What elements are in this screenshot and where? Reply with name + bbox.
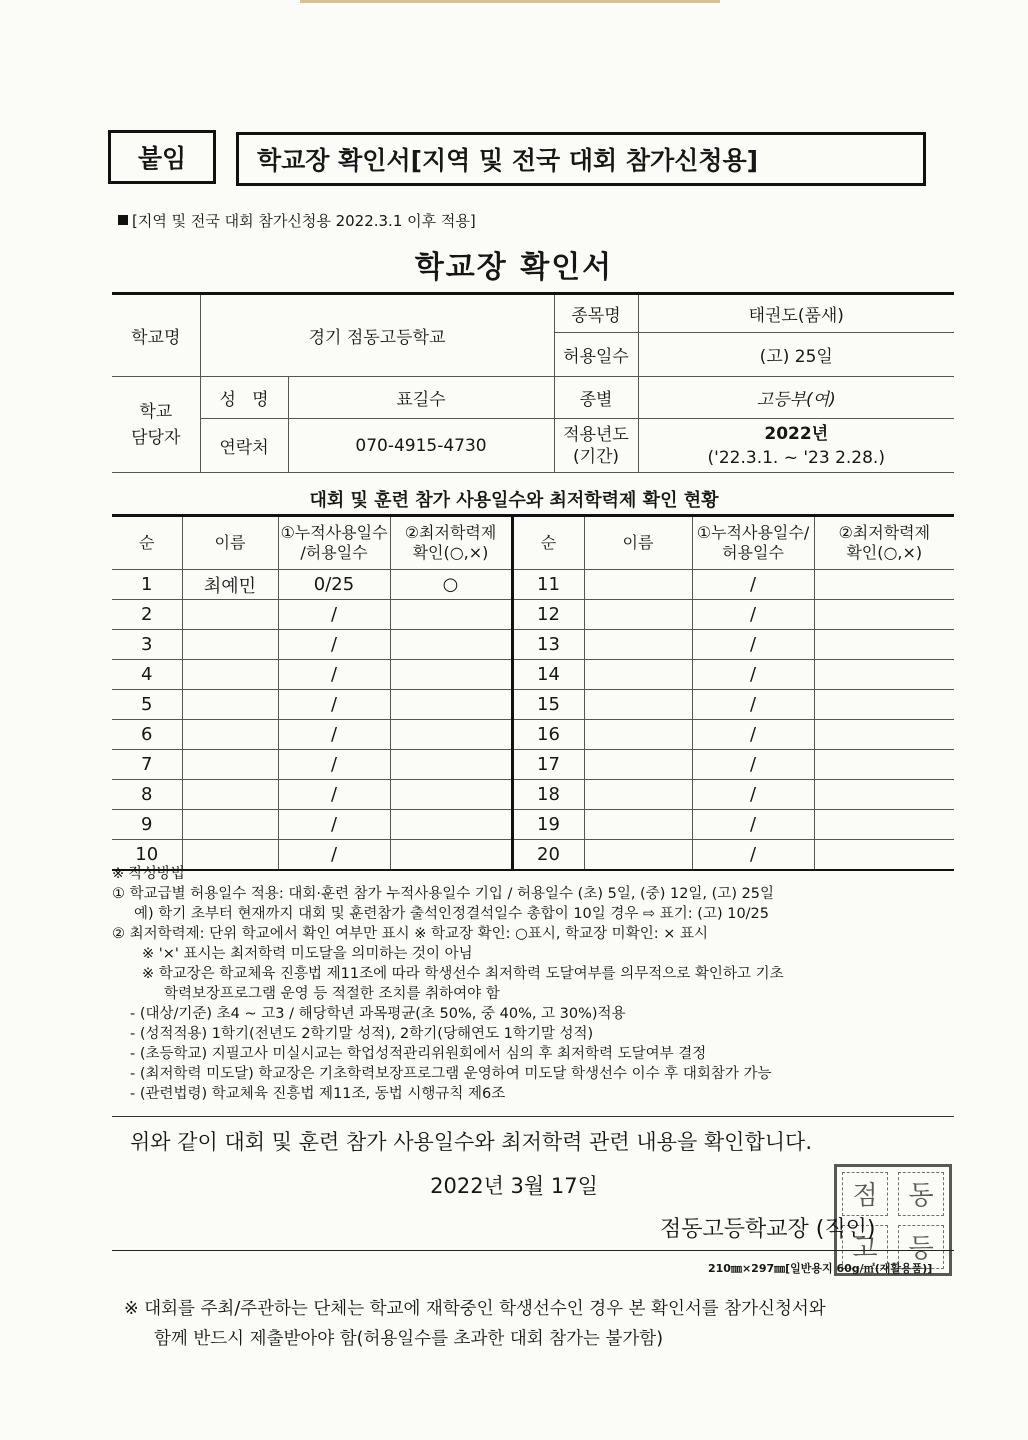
row-days: / <box>278 750 390 780</box>
form-box-title: 학교장 확인서[지역 및 전국 대회 참가신청용] <box>236 132 926 186</box>
phone-label: 연락처 <box>200 419 288 473</box>
row-name <box>584 600 692 630</box>
row-days: / <box>692 570 814 600</box>
row-no: 18 <box>512 780 584 810</box>
table-row <box>112 660 954 690</box>
header-check-right-l1: ②최저학력제 <box>838 523 931 542</box>
table-row <box>112 630 954 660</box>
row-no: 3 <box>112 630 182 660</box>
note-4a: ※ 학교장은 학교체육 진흥법 제11조에 따라 학생선수 최저학력 도달여부를 의무적으로 확인하고 기초 <box>142 966 784 982</box>
header-check-left-l2: 확인(○,×) <box>412 543 489 562</box>
row-no: 8 <box>112 780 182 810</box>
row-no: 16 <box>512 720 584 750</box>
row-name <box>182 810 278 840</box>
row-check <box>814 600 954 630</box>
event-value: 태권도(품새) <box>638 294 954 333</box>
row-no: 19 <box>512 810 584 840</box>
seal-char: 고 <box>842 1225 888 1269</box>
row-no: 2 <box>112 600 182 630</box>
row-name <box>584 810 692 840</box>
row-name: 최예민 <box>182 570 278 600</box>
row-name <box>182 690 278 720</box>
row-check <box>390 600 512 630</box>
header-no-left: 순 <box>112 516 182 570</box>
footer-line-1: ※ 대회를 주최/주관하는 단체는 학교에 재학중인 학생선수인 경우 본 확인서를 참가신청서와 <box>124 1299 826 1319</box>
row-name <box>584 660 692 690</box>
note-dash-1: - (대상/기준) 초4 ~ 고3 / 해당학년 과목평균(초 50%, 중 40%, 고 30%)적용 <box>130 1006 626 1022</box>
signer-name: 점동고등학교장 <box>660 1217 809 1242</box>
event-label: 종목명 <box>554 294 638 333</box>
table-row <box>112 690 954 720</box>
form-subtitle <box>118 210 476 231</box>
note-dash-2: - (성적적용) 1학기(전년도 2학기말 성적), 2학기(당해연도 1학기말 성적) <box>130 1026 594 1042</box>
manager-label-line2: 담당자 <box>131 427 181 448</box>
row-no: 11 <box>512 570 584 600</box>
manager-row-1 <box>112 377 954 419</box>
row-no: 1 <box>112 570 182 600</box>
manager-label-line1: 학교 <box>139 401 173 422</box>
row-days: / <box>692 690 814 720</box>
header-no-right: 순 <box>512 516 584 570</box>
school-name-value: 경기 점동고등학교 <box>200 294 554 377</box>
row-name <box>182 720 278 750</box>
footer-note <box>124 1294 826 1354</box>
row-name <box>182 780 278 810</box>
instructions <box>112 864 942 1104</box>
row-days: / <box>692 810 814 840</box>
row-name <box>584 570 692 600</box>
header-check-right-l2: 확인(○,×) <box>846 543 923 562</box>
row-check: ○ <box>390 570 512 600</box>
period-year: 2022년 <box>764 423 829 444</box>
header-days-right-l2: 허용일수 <box>722 543 784 562</box>
row-days: / <box>692 630 814 660</box>
row-name <box>182 750 278 780</box>
confirmation-date: 2022년 3월 17일 <box>430 1174 598 1198</box>
row-no: 20 <box>512 840 584 871</box>
period-label-line1: 적용년도 <box>563 424 629 445</box>
note-dash-5: - (관련법령) 학교체육 진흥법 제11조, 동법 시행규칙 제6조 <box>130 1086 506 1102</box>
row-check <box>390 660 512 690</box>
row-check <box>390 780 512 810</box>
category-label: 종별 <box>554 377 638 419</box>
usage-section-title: 대회 및 훈련 참가 사용일수와 최저학력제 확인 현황 <box>309 490 719 511</box>
row-name <box>584 720 692 750</box>
row-no: 6 <box>112 720 182 750</box>
table-row <box>112 600 954 630</box>
subtitle-text: [지역 및 전국 대회 참가신청용 2022.3.1 이후 적용] <box>132 212 476 230</box>
note-1a: ① 학교급별 허용일수 적용: 대회·훈련 참가 누적사용일수 기입 / 허용일수 (초) 5일, (중) 12일, (고) 25일 <box>112 886 775 902</box>
row-check <box>390 750 512 780</box>
row-name <box>182 600 278 630</box>
row-check <box>814 690 954 720</box>
row-name <box>584 630 692 660</box>
note-3: ※ '×' 표시는 최저학력 미도달을 의미하는 것이 아님 <box>142 946 473 962</box>
row-check <box>814 630 954 660</box>
row-no: 14 <box>512 660 584 690</box>
seal-char: 동 <box>898 1172 944 1216</box>
allowed-days-value: (고) 25일 <box>638 333 954 377</box>
header-days-left-l1: ①누적사용일수 <box>280 523 388 542</box>
row-days: / <box>278 780 390 810</box>
row-check <box>390 630 512 660</box>
row-no: 12 <box>512 600 584 630</box>
row-no: 13 <box>512 630 584 660</box>
table-row <box>112 810 954 840</box>
row-check <box>390 720 512 750</box>
header-check-left-l1: ②최저학력제 <box>404 523 497 542</box>
attachment-label: 붙임 <box>108 130 216 184</box>
note-4b: 학력보장프로그램 운영 등 적절한 조치를 취하여야 함 <box>164 986 500 1002</box>
row-days: / <box>692 660 814 690</box>
row-no: 10 <box>112 840 182 871</box>
paper-size-note: 210㎜×297㎜[일반용지 60g/㎡(재활용품)] <box>708 1262 933 1275</box>
row-no: 4 <box>112 660 182 690</box>
row-name <box>182 630 278 660</box>
row-days: / <box>278 660 390 690</box>
row-days: / <box>278 810 390 840</box>
row-no: 9 <box>112 810 182 840</box>
contact-name-label: 성 명 <box>200 377 288 419</box>
row-name <box>584 690 692 720</box>
table-row <box>112 750 954 780</box>
note-dash-3: - (초등학교) 지필고사 미실시교는 학업성적관리위원회에서 심의 후 최저학력 도달여부 결정 <box>130 1046 707 1062</box>
header-days-right <box>692 516 814 570</box>
seal-char: 등 <box>898 1225 944 1269</box>
row-days: / <box>278 720 390 750</box>
row-check <box>814 660 954 690</box>
confirmation-statement: 위와 같이 대회 및 훈련 참가 사용일수와 최저학력 관련 내용을 확인합니다. <box>130 1130 813 1154</box>
header-check-left <box>390 516 512 570</box>
allowed-days-label: 허용일수 <box>554 333 638 377</box>
instructions-heading: ※ 작성방법 <box>112 866 185 882</box>
divider-line <box>112 1116 954 1117</box>
footer-line-2: 함께 반드시 제출받아야 함(허용일수를 초과한 대회 참가는 불가함) <box>154 1329 664 1349</box>
table-row <box>112 720 954 750</box>
document-title: 학교장 확인서 <box>414 250 614 285</box>
bottom-divider-line <box>112 1250 954 1251</box>
row-check <box>814 720 954 750</box>
category-value: 고등부(여) <box>638 377 954 419</box>
seal-mark: (직인) <box>815 1217 876 1242</box>
row-days: / <box>692 750 814 780</box>
usage-table <box>112 514 954 871</box>
table-row <box>112 570 954 600</box>
row-days: / <box>692 600 814 630</box>
header-name-right: 이름 <box>584 516 692 570</box>
row-days: / <box>278 630 390 660</box>
header-check-right <box>814 516 954 570</box>
signer <box>660 1212 875 1243</box>
header-days-right-l1: ①누적사용일수/ <box>696 523 810 542</box>
row-days: / <box>692 780 814 810</box>
school-info-table <box>112 292 954 473</box>
square-bullet-icon <box>118 215 128 225</box>
phone-value: 070-4915-4730 <box>288 419 554 473</box>
row-days: / <box>278 600 390 630</box>
row-check <box>390 810 512 840</box>
header-days-left <box>278 516 390 570</box>
row-name <box>584 750 692 780</box>
row-no: 17 <box>512 750 584 780</box>
row-name <box>584 780 692 810</box>
period-range: ('22.3.1. ~ '23 2.28.) <box>707 447 885 468</box>
row-days: / <box>692 720 814 750</box>
header-days-left-l2: /허용일수 <box>300 543 368 562</box>
period-label <box>554 419 638 473</box>
period-label-line2: (기간) <box>572 446 620 467</box>
period-value <box>638 419 954 473</box>
school-name-label: 학교명 <box>112 294 200 377</box>
contact-name-value: 표길수 <box>288 377 554 419</box>
row-no: 5 <box>112 690 182 720</box>
row-check <box>814 780 954 810</box>
row-check <box>390 690 512 720</box>
row-days: / <box>278 840 390 871</box>
row-no: 15 <box>512 690 584 720</box>
seal-char: 점 <box>842 1172 888 1216</box>
row-check <box>814 810 954 840</box>
scan-edge-line <box>300 0 720 3</box>
manager-label <box>112 377 200 473</box>
table-row <box>112 780 954 810</box>
note-2: ② 최저학력제: 단위 학교에서 확인 여부만 표시 ※ 학교장 확인: ○표시, 학교장 미확인: × 표시 <box>112 926 708 942</box>
row-check <box>814 750 954 780</box>
note-1b: 예) 학기 초부터 현재까지 대회 및 훈련참가 출석인정결석일수 총합이 10일 경우 ⇨ 표기: (고) 10/25 <box>134 906 770 922</box>
note-dash-4: - (최저학력 미도달) 학교장은 기초학력보장프로그램 운영하여 미도달 학생선수 이수 후 대회참가 가능 <box>130 1066 772 1082</box>
header-name-left: 이름 <box>182 516 278 570</box>
row-days: 0/25 <box>278 570 390 600</box>
row-name <box>182 660 278 690</box>
row-no: 7 <box>112 750 182 780</box>
row-days: / <box>278 690 390 720</box>
row-check <box>814 570 954 600</box>
row-days: / <box>692 840 814 871</box>
usage-table-header <box>112 516 954 570</box>
